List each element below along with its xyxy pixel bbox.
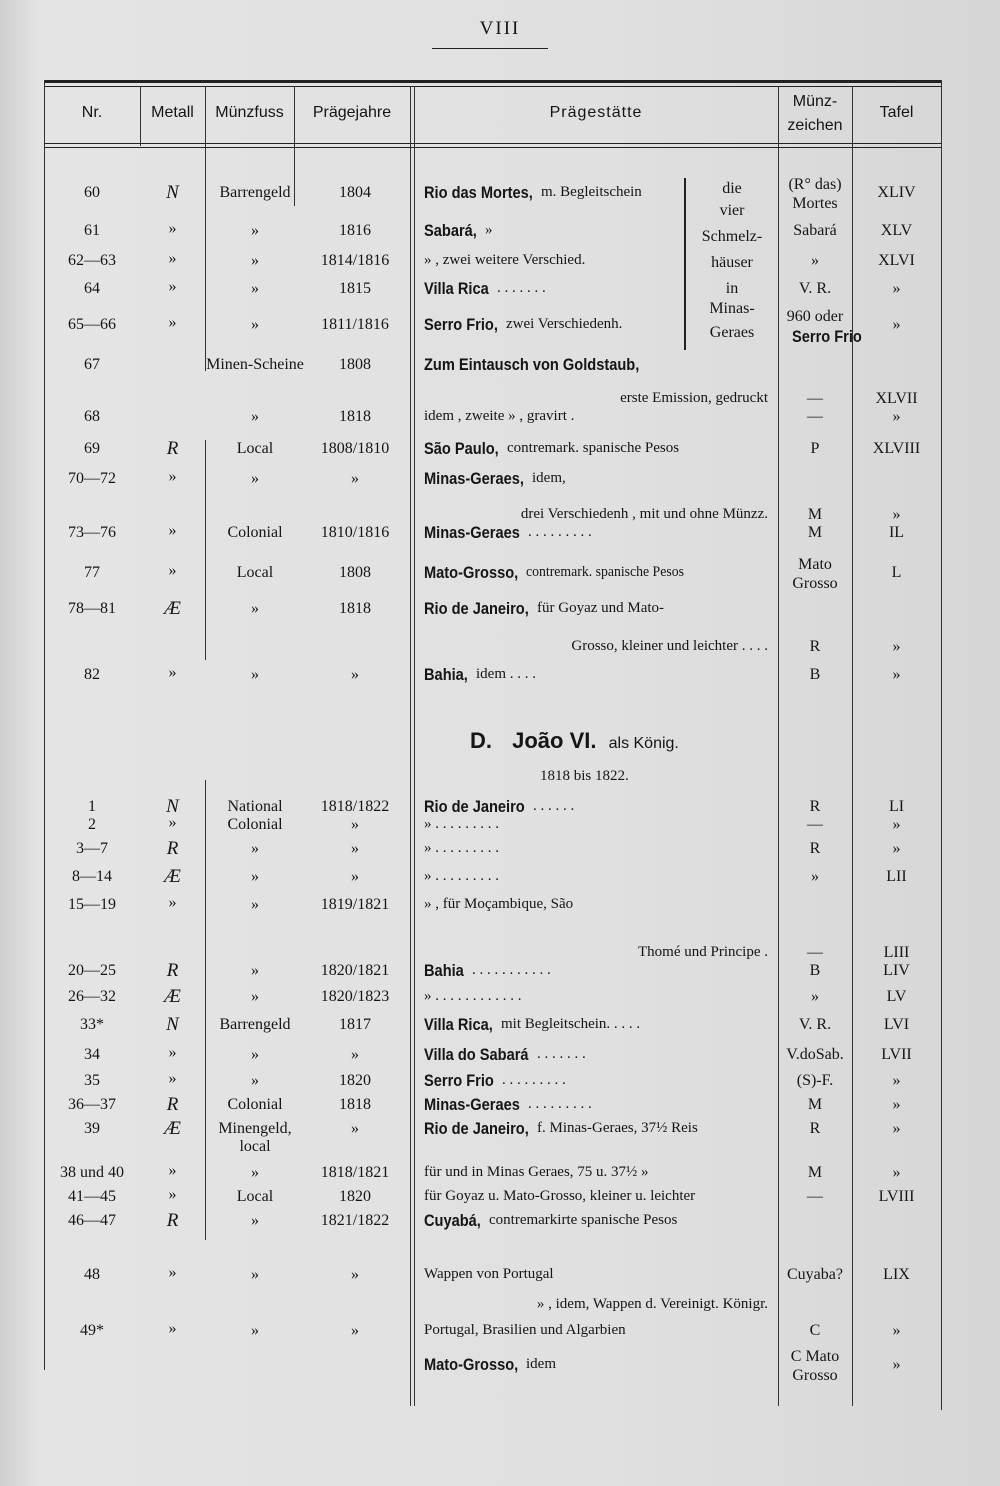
row-tafel: » bbox=[892, 1356, 901, 1373]
row-praegestaette-name: Zum Eintausch von Goldstaub, bbox=[424, 355, 640, 374]
row-tafel: LIII bbox=[883, 944, 910, 961]
row-muenzzeichen: M bbox=[807, 524, 823, 541]
brace-note-line: die bbox=[722, 180, 742, 197]
row-tafel: LV bbox=[886, 988, 907, 1005]
row-praegejahr: 1818 bbox=[339, 600, 371, 617]
row-praegejahr: 1808 bbox=[339, 356, 371, 373]
row-metal: » bbox=[168, 468, 177, 485]
row-number: 62—63 bbox=[68, 252, 116, 269]
row-metal: N bbox=[166, 182, 179, 203]
row-praegestaette-name: Villa Rica bbox=[424, 279, 489, 298]
row-praegestaette-detail: f. Minas-Geraes, 37½ Reis bbox=[537, 1120, 698, 1136]
row-metal: » bbox=[168, 1162, 177, 1179]
row-muenzzeichen-line2: Mortes bbox=[792, 195, 838, 212]
row-praegejahr: 1818/1821 bbox=[320, 1164, 390, 1181]
row-number: 69 bbox=[84, 440, 100, 457]
row-number: 38 und 40 bbox=[60, 1164, 124, 1181]
row-number: 3—7 bbox=[76, 840, 108, 857]
row-number: 82 bbox=[84, 666, 100, 683]
row-praegejahr: 1818 bbox=[339, 408, 371, 425]
row-praegestaette-detail: . . . . . . bbox=[533, 798, 575, 814]
header-nr: Nr. bbox=[81, 104, 103, 121]
row-praegestaette-detail: » , für Moçambique, São bbox=[424, 896, 574, 912]
row-muenzzeichen: 960 oder bbox=[786, 308, 844, 325]
row-tafel: » bbox=[892, 1072, 901, 1089]
row-muenzfuss: Colonial bbox=[227, 524, 283, 541]
row-praegejahr: 1821/1822 bbox=[320, 1212, 390, 1229]
row-praegestaette-name: Sabará, bbox=[424, 221, 477, 240]
row-muenzzeichen-line2: Grosso bbox=[792, 575, 838, 592]
row-muenzzeichen-line2: Serro Frio bbox=[792, 327, 862, 346]
row-number: 1 bbox=[88, 798, 96, 815]
header-bottom-rule-2 bbox=[44, 147, 942, 148]
col-sep bbox=[410, 86, 411, 1406]
row-tafel: LIV bbox=[883, 962, 910, 979]
row-metal: » bbox=[168, 1186, 177, 1203]
row-tafel: » bbox=[892, 280, 901, 297]
row-praegejahr: 1818 bbox=[339, 1096, 371, 1113]
row-praegejahr: 1820/1823 bbox=[320, 988, 390, 1005]
row-praegestaette-name: Minas-Geraes, bbox=[424, 469, 524, 488]
row-tafel: » bbox=[892, 408, 901, 425]
row-praegejahr: 1819/1821 bbox=[320, 896, 390, 913]
row-praegejahr: 1808 bbox=[339, 564, 371, 581]
row-praegestaette-detail: mit Begleitschein. . . . . bbox=[501, 1016, 641, 1032]
row-tafel: LIX bbox=[883, 1266, 910, 1283]
row-praegestaette-detail: . . . . . . . bbox=[497, 280, 546, 296]
row-metal: » bbox=[168, 522, 177, 539]
row-metal: » bbox=[168, 664, 177, 681]
row-metal: R bbox=[166, 960, 179, 981]
row-muenzzeichen: V. R. bbox=[798, 1016, 832, 1033]
table-top-rule bbox=[44, 80, 942, 83]
col-sep bbox=[414, 86, 415, 1406]
row-tafel: » bbox=[892, 1164, 901, 1181]
row-number: 36—37 bbox=[68, 1096, 116, 1113]
row-muenzfuss: Colonial bbox=[227, 1096, 283, 1113]
row-tafel: » bbox=[892, 638, 901, 655]
row-praegejahr: 1811/1816 bbox=[321, 316, 389, 333]
row-muenzfuss: » bbox=[251, 868, 259, 885]
row-praegestaette-name: Villa do Sabará bbox=[424, 1045, 529, 1064]
row-praegejahr: 1810/1816 bbox=[320, 524, 390, 541]
section-title-suffix: als König. bbox=[608, 735, 679, 752]
row-praegejahr: » bbox=[351, 868, 359, 885]
row-muenzzeichen-line2: Grosso bbox=[792, 1367, 838, 1384]
row-muenzfuss: Minen-Scheine bbox=[206, 356, 304, 373]
row-muenzfuss: » bbox=[251, 840, 259, 857]
row-tafel: » bbox=[892, 840, 901, 857]
row-tafel: LVI bbox=[883, 1016, 910, 1033]
row-tafel: » bbox=[892, 1322, 901, 1339]
page-number: VIII bbox=[479, 18, 521, 39]
row-number: 70—72 bbox=[68, 470, 116, 487]
row-tafel: » bbox=[892, 816, 901, 833]
section-title bbox=[470, 728, 679, 754]
row-praegestaette-detail: . . . . . . . . . . . bbox=[472, 962, 551, 978]
row-number: 41—45 bbox=[68, 1188, 116, 1205]
row-praegestaette-name: Bahia bbox=[424, 961, 464, 980]
row-metal: Æ bbox=[164, 598, 181, 619]
row-praegestaette-name: São Paulo, bbox=[424, 439, 499, 458]
row-praegejahr: » bbox=[351, 1046, 359, 1063]
row-muenzfuss: » bbox=[251, 1266, 259, 1283]
row-muenzzeichen: Sabará bbox=[793, 222, 837, 239]
row-number: 77 bbox=[84, 564, 100, 581]
table-top-rule-thin bbox=[44, 86, 942, 87]
row-praegestaette-detail: Portugal, Brasilien und Algarbien bbox=[424, 1322, 626, 1338]
row-muenzfuss: National bbox=[227, 798, 283, 815]
row-muenzfuss: » bbox=[251, 896, 259, 913]
row-muenzzeichen: Mato bbox=[798, 556, 832, 573]
row-muenzfuss: Barrengeld bbox=[219, 1016, 291, 1033]
row-praegestaette-detail: idem , zweite » , gravirt . bbox=[424, 408, 575, 424]
row-metal: » bbox=[168, 562, 177, 579]
row-number: 35 bbox=[84, 1072, 100, 1089]
brace-note-line: vier bbox=[719, 202, 745, 219]
row-praegestaette-detail: » . . . . . . . . . bbox=[424, 816, 499, 832]
row-muenzzeichen: P bbox=[810, 440, 820, 457]
header-praegestaette: Prägestätte bbox=[549, 104, 643, 121]
row-number: 48 bbox=[84, 1266, 100, 1283]
row-muenzfuss: Minengeld, bbox=[218, 1120, 292, 1137]
row-praegejahr: 1816 bbox=[339, 222, 371, 239]
row-metal: Æ bbox=[164, 1118, 181, 1139]
row-praegestaette-detail: » , idem, Wappen d. Vereinigt. Königr. bbox=[536, 1296, 768, 1312]
header-bottom-rule bbox=[44, 143, 942, 144]
row-praegestaette-detail: . . . . . . . . . bbox=[528, 1096, 592, 1112]
row-metal: Æ bbox=[164, 866, 181, 887]
row-metal: R bbox=[166, 438, 179, 459]
row-metal: N bbox=[166, 796, 179, 817]
row-praegestaette-detail: Wappen von Portugal bbox=[424, 1266, 554, 1282]
row-praegestaette-name: Minas-Geraes bbox=[424, 1095, 520, 1114]
row-muenzfuss: » bbox=[251, 988, 259, 1005]
row-number: 20—25 bbox=[68, 962, 116, 979]
header-praegejahre: Prägejahre bbox=[312, 104, 392, 121]
row-praegestaette-name: Villa Rica, bbox=[424, 1015, 493, 1034]
brace-note-line: Geraes bbox=[709, 324, 755, 341]
row-praegestaette-detail: contremark. spanische Pesos bbox=[526, 564, 684, 580]
row-praegestaette-detail: m. Begleitschein bbox=[541, 184, 642, 200]
row-praegestaette-name: Rio das Mortes, bbox=[424, 183, 533, 202]
row-praegejahr: 1817 bbox=[339, 1016, 371, 1033]
row-tafel: XLV bbox=[880, 222, 913, 239]
row-praegestaette-detail: » , zwei weitere Verschied. bbox=[424, 252, 586, 268]
row-praegestaette-detail: erste Emission, gedruckt bbox=[620, 390, 768, 406]
row-number: 46—47 bbox=[68, 1212, 116, 1229]
header-muenzfuss: Münzfuss bbox=[215, 104, 284, 121]
table-right-border bbox=[941, 80, 942, 1410]
row-metal: R bbox=[166, 838, 179, 859]
row-muenzzeichen: V.doSab. bbox=[786, 1046, 844, 1063]
row-muenzzeichen: R bbox=[809, 638, 821, 655]
row-number: 8—14 bbox=[72, 868, 112, 885]
header-metall: Metall bbox=[151, 104, 194, 121]
row-muenzzeichen: — bbox=[807, 944, 823, 961]
row-praegejahr: 1808/1810 bbox=[320, 440, 390, 457]
row-muenzzeichen: M bbox=[807, 1164, 823, 1181]
row-praegestaette-name: Serro Frio bbox=[424, 1071, 494, 1090]
row-number: 73—76 bbox=[68, 524, 116, 541]
row-praegestaette-detail: . . . . . . . . . bbox=[502, 1072, 566, 1088]
row-praegestaette-detail: » bbox=[485, 222, 493, 238]
row-praegestaette-detail: drei Verschiedenh , mit und ohne Münzz. bbox=[520, 506, 768, 522]
row-praegejahr: » bbox=[351, 1322, 359, 1339]
row-number: 26—32 bbox=[68, 988, 116, 1005]
row-praegestaette-detail: . . . . . . . . . bbox=[528, 524, 592, 540]
row-praegestaette-detail: » . . . . . . . . . . . . bbox=[424, 988, 522, 1004]
row-metal: » bbox=[168, 814, 177, 831]
section-years: 1818 bis 1822. bbox=[540, 768, 629, 784]
brace-note-line: häuser bbox=[711, 254, 753, 271]
row-muenzzeichen: V. R. bbox=[798, 280, 832, 297]
row-number: 2 bbox=[88, 816, 96, 833]
row-tafel: XLIV bbox=[877, 184, 916, 201]
row-praegestaette-detail: für Goyaz und Mato- bbox=[537, 600, 665, 616]
row-muenzzeichen: » bbox=[811, 868, 819, 885]
row-muenzzeichen: Cuyaba? bbox=[787, 1266, 843, 1283]
row-praegestaette-name: Minas-Geraes bbox=[424, 523, 520, 542]
row-number: 67 bbox=[84, 356, 100, 373]
row-tafel: L bbox=[891, 564, 902, 581]
row-number: 49* bbox=[80, 1322, 104, 1339]
row-tafel: » bbox=[892, 1096, 901, 1113]
row-muenzfuss: Local bbox=[236, 440, 274, 457]
row-muenzfuss: » bbox=[251, 252, 259, 269]
row-muenzfuss: Barrengeld bbox=[219, 184, 291, 201]
row-praegestaette-name: Rio de Janeiro bbox=[424, 797, 525, 816]
row-muenzzeichen: B bbox=[809, 666, 821, 683]
brace-note-line: in bbox=[725, 280, 739, 297]
row-praegestaette-detail: idem bbox=[526, 1356, 556, 1372]
row-metal: N bbox=[166, 1014, 179, 1035]
row-muenzzeichen: M bbox=[807, 506, 823, 523]
row-praegejahr: 1820 bbox=[339, 1072, 371, 1089]
row-muenzzeichen: M bbox=[807, 1096, 823, 1113]
row-metal: » bbox=[168, 250, 177, 267]
row-number: 15—19 bbox=[68, 896, 116, 913]
row-praegestaette-detail: Grosso, kleiner und leichter . . . . bbox=[571, 638, 768, 654]
row-tafel: LII bbox=[886, 868, 907, 885]
row-muenzzeichen: — bbox=[807, 1188, 823, 1205]
row-muenzzeichen: C Mato bbox=[790, 1348, 840, 1365]
row-praegestaette-name: Serro Frio, bbox=[424, 315, 498, 334]
header-muenzzeichen-line2: zeichen bbox=[787, 117, 843, 134]
row-muenzfuss: Colonial bbox=[227, 816, 283, 833]
row-praegestaette-name: Rio de Janeiro, bbox=[424, 599, 529, 618]
row-muenzfuss: » bbox=[251, 666, 259, 683]
row-muenzfuss: » bbox=[251, 1046, 259, 1063]
row-metal: » bbox=[168, 1070, 177, 1087]
page-number-rule bbox=[432, 48, 548, 49]
brace-note-line: Schmelz- bbox=[701, 228, 763, 245]
header-tafel: Tafel bbox=[879, 104, 914, 121]
section-title-prefix: D. bbox=[470, 728, 492, 753]
row-tafel: XLVIII bbox=[872, 440, 921, 457]
row-tafel: IL bbox=[888, 524, 905, 541]
row-praegestaette-detail: idem . . . . bbox=[476, 666, 536, 682]
row-praegejahr: 1820 bbox=[339, 1188, 371, 1205]
row-metal: R bbox=[166, 1210, 179, 1231]
row-praegestaette-name: Bahia, bbox=[424, 665, 468, 684]
brace-note-line: Minas- bbox=[709, 300, 755, 317]
row-metal: » bbox=[168, 314, 177, 331]
row-metal: » bbox=[168, 1044, 177, 1061]
row-muenzfuss: » bbox=[251, 1072, 259, 1089]
row-praegestaette-detail: für und in Minas Geraes, 75 u. 37½ » bbox=[424, 1164, 649, 1180]
row-tafel: XLVI bbox=[878, 252, 915, 269]
row-praegejahr: » bbox=[351, 1266, 359, 1283]
row-muenzfuss: » bbox=[251, 316, 259, 333]
row-tafel: LVIII bbox=[878, 1188, 915, 1205]
row-praegejahr: 1804 bbox=[339, 184, 371, 201]
row-praegejahr: » bbox=[351, 1120, 359, 1137]
row-praegestaette-detail: . . . . . . . bbox=[537, 1046, 586, 1062]
row-tafel: » bbox=[892, 506, 901, 523]
row-muenzfuss: » bbox=[251, 470, 259, 487]
row-muenzfuss-line2: local bbox=[239, 1138, 271, 1155]
row-praegejahr: » bbox=[351, 470, 359, 487]
row-muenzzeichen: » bbox=[811, 252, 819, 269]
row-number: 61 bbox=[84, 222, 100, 239]
row-metal: » bbox=[168, 220, 177, 237]
row-metal: » bbox=[168, 1264, 177, 1281]
row-praegejahr: » bbox=[351, 840, 359, 857]
row-praegejahr: 1814/1816 bbox=[320, 252, 390, 269]
row-tafel: » bbox=[892, 1120, 901, 1137]
row-muenzfuss: » bbox=[251, 408, 259, 425]
row-muenzfuss: » bbox=[251, 962, 259, 979]
row-metal: R bbox=[166, 1094, 179, 1115]
row-praegestaette-detail: » . . . . . . . . . bbox=[424, 840, 499, 856]
row-muenzzeichen: (R° das) bbox=[788, 176, 842, 193]
row-muenzzeichen: — bbox=[807, 390, 823, 407]
row-muenzfuss: » bbox=[251, 222, 259, 239]
row-metal: » bbox=[168, 1320, 177, 1337]
row-number: 39 bbox=[84, 1120, 100, 1137]
row-muenzzeichen: R bbox=[809, 840, 821, 857]
row-praegestaette-detail: idem, bbox=[532, 470, 566, 486]
row-number: 68 bbox=[84, 408, 100, 425]
row-praegestaette-name: Rio de Janeiro, bbox=[424, 1119, 529, 1138]
row-praegestaette-name: Cuyabá, bbox=[424, 1211, 481, 1230]
brace-line bbox=[684, 178, 686, 350]
row-muenzfuss: Local bbox=[236, 1188, 274, 1205]
row-muenzzeichen: (S)-F. bbox=[796, 1072, 834, 1089]
row-muenzzeichen: » bbox=[811, 988, 819, 1005]
row-metal: Æ bbox=[164, 986, 181, 1007]
row-tafel: LI bbox=[888, 798, 905, 815]
row-praegejahr: 1815 bbox=[339, 280, 371, 297]
row-praegestaette-name: Mato-Grosso, bbox=[424, 563, 519, 582]
row-muenzfuss: Local bbox=[236, 564, 274, 581]
row-muenzzeichen: R bbox=[809, 798, 821, 815]
row-praegestaette-detail: für Goyaz u. Mato-Grosso, kleiner u. leichter bbox=[424, 1188, 696, 1204]
header-muenzzeichen-line1: Münz- bbox=[792, 93, 838, 110]
row-praegejahr: 1820/1821 bbox=[320, 962, 390, 979]
row-muenzfuss: » bbox=[251, 280, 259, 297]
row-muenzfuss: » bbox=[251, 1164, 259, 1181]
row-muenzzeichen: C bbox=[809, 1322, 821, 1339]
row-muenzzeichen: — bbox=[807, 816, 823, 833]
row-tafel: LVII bbox=[881, 1046, 912, 1063]
row-praegejahr: » bbox=[351, 666, 359, 683]
row-metal: » bbox=[168, 278, 177, 295]
row-praegestaette-detail: zwei Verschiedenh. bbox=[506, 316, 623, 332]
row-praegestaette-detail: » . . . . . . . . . bbox=[424, 868, 499, 884]
row-number: 78—81 bbox=[68, 600, 116, 617]
section-title-name: João VI. bbox=[512, 728, 597, 753]
row-praegejahr: » bbox=[351, 816, 359, 833]
row-tafel: XLVII bbox=[875, 390, 918, 407]
row-number: 64 bbox=[84, 280, 100, 297]
row-muenzfuss: » bbox=[251, 1322, 259, 1339]
row-praegejahr: 1818/1822 bbox=[320, 798, 390, 815]
row-number: 34 bbox=[84, 1046, 100, 1063]
row-tafel: » bbox=[892, 316, 901, 333]
row-muenzzeichen: R bbox=[809, 1120, 821, 1137]
row-number: 60 bbox=[84, 184, 100, 201]
row-praegestaette-name: Mato-Grosso, bbox=[424, 1355, 519, 1374]
row-muenzzeichen: B bbox=[809, 962, 821, 979]
row-tafel: » bbox=[892, 666, 901, 683]
row-praegestaette-detail: contremark. spanische Pesos bbox=[507, 440, 680, 456]
row-praegestaette-detail: contremarkirte spanische Pesos bbox=[489, 1212, 678, 1228]
row-muenzfuss: » bbox=[251, 1212, 259, 1229]
row-metal: » bbox=[168, 894, 177, 911]
row-number: 65—66 bbox=[68, 316, 116, 333]
row-muenzzeichen: — bbox=[807, 408, 823, 425]
row-praegestaette-detail: Thomé und Principe . bbox=[638, 944, 768, 960]
row-muenzfuss: » bbox=[251, 600, 259, 617]
row-number: 33* bbox=[80, 1016, 104, 1033]
